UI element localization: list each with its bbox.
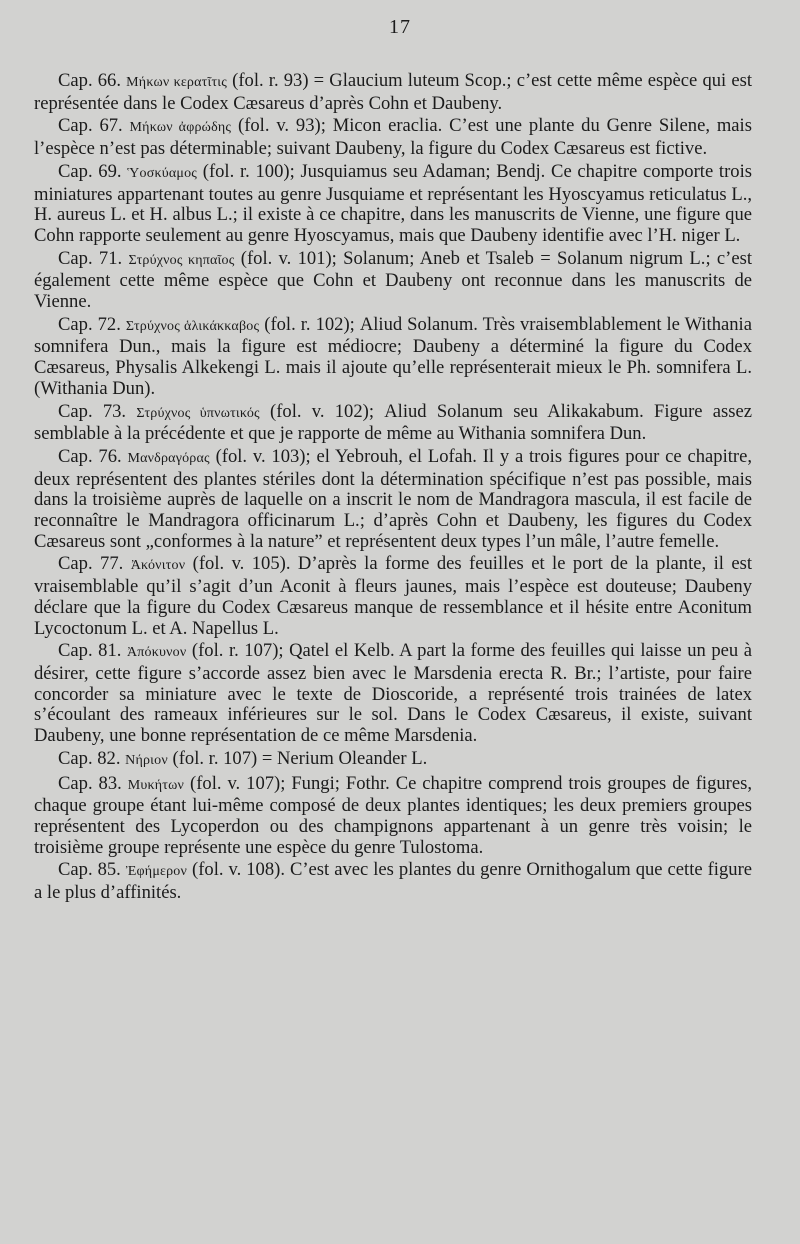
cap-number: Cap. 73. — [58, 400, 127, 422]
greek-name: Ἐφήμερον — [125, 864, 188, 880]
cap-number: Cap. 67. — [58, 115, 123, 137]
greek-name: Μανδραγόρας — [127, 450, 210, 466]
page-number: 17 — [389, 16, 411, 38]
greek-name: Μήκων ἀφρώδης — [129, 120, 232, 136]
greek-name: Στρύχνος κηπαῖος — [128, 252, 235, 268]
paragraph-cap-81 — [34, 641, 752, 747]
paragraph-cap-83 — [34, 774, 752, 859]
cap-number: Cap. 83. — [58, 772, 122, 794]
paragraph-cap-66 — [34, 71, 752, 114]
cap-number: Cap. 77. — [58, 553, 124, 575]
paragraph-text: (fol. v. 93); Micon eraclia. C’est une plante du Genre Silene, mais l’espèce n’est pas déterminable; suivant Daubeny, la figure du Codex Cæsareus est fictive. — [34, 115, 752, 160]
greek-name: Ἀκόνιτον — [130, 558, 186, 574]
paragraph-text: (fol. v. 101); Solanum; Aneb et Tsaleb = Solanum nigrum L.; c’est également cette même espèce que Cohn et Daubeny ont reconnue dans les manuscrits de Vienne. — [34, 247, 753, 313]
paragraph-text: (fol. r. 102); Aliud Solanum. Très vraisemblablement le Withania somnifera Dun., mais la figure est médiocre; Daubeny a déterminé la figure du Codex Cæsareus, Physalis Alkekengi L. mais il ajoute qu’elle représenterait mieux le Ph. somnifera L. (Withania Dun). — [34, 313, 752, 399]
paragraph-cap-72 — [34, 315, 752, 400]
paragraph-cap-82 — [34, 749, 752, 772]
paragraph-text: (fol. v. 107); Fungi; Fothr. Ce chapitre comprend trois groupes de figures, chaque groupe étant lui-même composé de deux plantes identiques; les deux premiers groupes représentent des Lycoperdon ou des champignons appartenant à un genre très voisin; le troisième groupe représente une espèce du genre Tulostoma. — [34, 772, 752, 858]
cap-number: Cap. 69. — [58, 160, 122, 182]
cap-number: Cap. 85. — [58, 859, 121, 881]
greek-name: Ὑοσκύαμος — [127, 165, 198, 181]
paragraph-cap-73 — [34, 402, 752, 445]
greek-name: Νήριον — [125, 752, 168, 768]
cap-number: Cap. 81. — [58, 640, 122, 662]
paragraph-cap-67 — [34, 116, 752, 159]
paragraph-cap-76 — [34, 447, 752, 553]
cap-number: Cap. 72. — [58, 313, 121, 335]
paragraph-cap-85 — [34, 860, 752, 903]
cap-number: Cap. 71. — [58, 247, 123, 269]
greek-name: Ἀπόκυνον — [126, 645, 187, 661]
greek-name: Μυκήτων — [127, 777, 185, 793]
cap-number: Cap. 76. — [58, 445, 122, 467]
cap-number: Cap. 82. — [58, 747, 121, 769]
greek-name: Στρύχνος ὑπνωτικός — [136, 405, 260, 421]
paragraph-cap-71 — [34, 249, 752, 313]
paragraph-text: (fol. v. 105). D’après la forme des feuilles et le port de la plante, il est vraisemblable qu’il s’agit d’un Aconit à fleurs jaunes, mais l’espèce est douteuse; Daubeny déclare que la figure du Codex Cæsareus manque de ressemblance et il hésite entre Aconitum Lycoctonum L. et A. Napellus L. — [34, 553, 753, 639]
paragraph-text: (fol. r. 107); Qatel el Kelb. A part la forme des feuilles qui laisse un peu à désirer, cette figure s’accorde assez bien avec le Marsdenia erecta R. Br.; l’artiste, pour faire concorder sa miniature avec le texte de Dioscoride, a représenté trois trainées de latex s’écoulant des rameaux inférieures sur le sol. Dans le Codex Cæsareus, il existe, suivant Daubeny, une bonne représentation de ce même Marsdenia. — [34, 640, 752, 747]
cap-number: Cap. 66. — [58, 70, 121, 91]
greek-name: Μήκων κερατῖτις — [126, 75, 227, 90]
paragraph-text: (fol. r. 93) = Glaucium luteum Scop.; c’est cette même espèce qui est représentée dans le Codex Cæsareus d’après Cohn et Daubeny. — [34, 70, 752, 114]
paragraph-cap-77 — [34, 554, 752, 639]
body-text — [34, 71, 752, 906]
paragraph-text: (fol. r. 107) = Nerium Oleander L. — [172, 747, 428, 769]
greek-name: Στρύχνος ἁλικάκκαβος — [125, 318, 260, 334]
paragraph-text: (fol. v. 108). C’est avec les plantes du genre Ornithogalum que cette figure a le plus d’affinités. — [34, 859, 753, 904]
paragraph-text: (fol. v. 102); Aliud Solanum seu Alikakabum. Figure assez semblable à la précédente et que je rapporte de même au Withania somnifera Dun. — [34, 400, 753, 445]
paragraph-cap-69 — [34, 162, 752, 247]
paragraph-text: (fol. v. 103); el Yebrouh, el Lofah. Il y a trois figures pour ce chapitre, deux représentent des plantes stériles dont la détermination spécifique n’est pas possible, mais dans la troisième auprès de laquelle on a inscrit le nom de Mandragora mascula, il est facile de reconnaître le Mandragora officinarum L.; d’après Cohn et Daubeny, les figures du Codex Cæsareus sont „conformes à la nature” et représentent deux types l’un mâle, l’autre femelle. — [34, 445, 753, 552]
paragraph-text: (fol. r. 100); Jusquiamus seu Adaman; Bendj. Ce chapitre comporte trois miniatures appartenant toutes au genre Jusquiame et représentant les Hyoscyamus reticulatus L., H. aureus L. et H. albus L.; il existe à ce chapitre, dans les manuscrits de Vienne, une figure que Cohn rapporte seulement au genre Hyoscyamus, mais que Daubeny identifie avec l’H. niger L. — [34, 160, 752, 246]
